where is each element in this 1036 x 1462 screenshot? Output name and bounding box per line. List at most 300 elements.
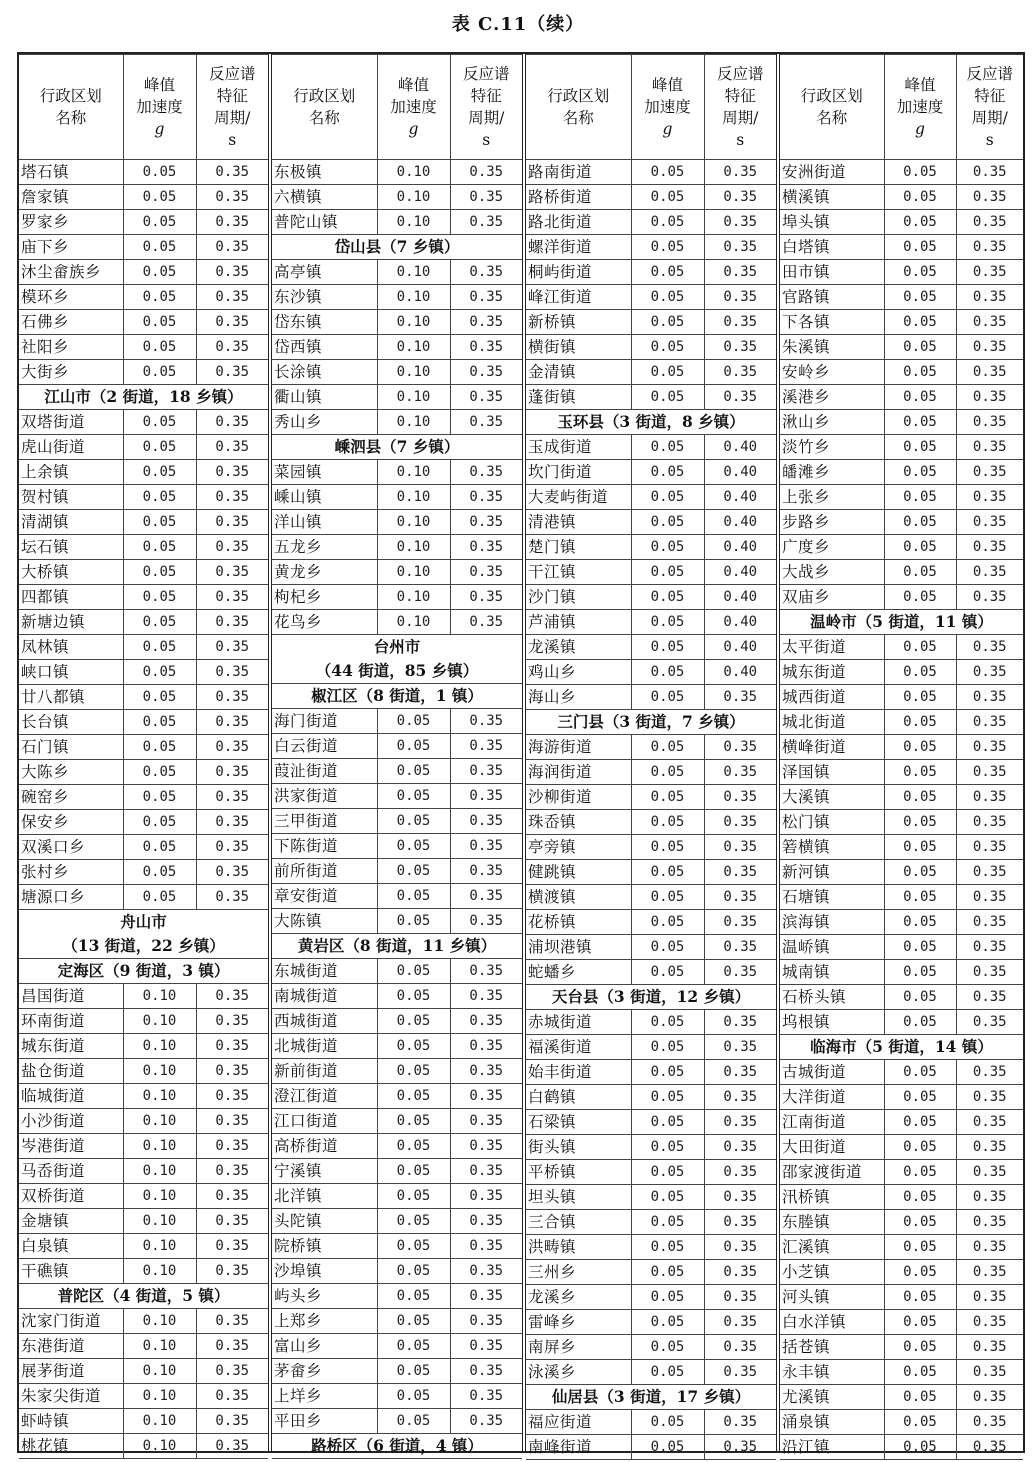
region-name: 福溪街道 xyxy=(526,1035,631,1060)
table-panel-4 xyxy=(780,54,1023,1456)
region-name: 大麦屿街道 xyxy=(526,485,631,510)
peak-acceleration: 0.10 xyxy=(123,1034,196,1059)
table-row xyxy=(526,1210,776,1235)
characteristic-period: 0.35 xyxy=(704,960,776,985)
table-row xyxy=(780,310,1023,335)
region-name: 江口街道 xyxy=(272,1109,377,1134)
characteristic-period: 0.35 xyxy=(956,835,1023,860)
characteristic-period: 0.40 xyxy=(704,435,776,460)
region-name: 四都镇 xyxy=(19,585,123,610)
peak-acceleration: 0.05 xyxy=(123,485,196,510)
table-row xyxy=(272,1059,522,1084)
table-row xyxy=(19,1034,268,1059)
characteristic-period: 0.35 xyxy=(956,1185,1023,1210)
section-heading: 岱山县（7 乡镇） xyxy=(272,235,522,260)
peak-acceleration: 0.05 xyxy=(631,1285,704,1310)
region-name: 海门街道 xyxy=(272,709,377,734)
header-line: 加速度 xyxy=(136,98,183,116)
table-panel-1 xyxy=(19,54,268,1455)
table-row xyxy=(780,1360,1023,1385)
peak-acceleration: 0.05 xyxy=(123,310,196,335)
region-name: 高亭镇 xyxy=(272,260,377,285)
table-row xyxy=(272,410,522,435)
table-row xyxy=(272,1284,522,1309)
region-name: 沙柳街道 xyxy=(526,785,631,810)
table-row xyxy=(526,635,776,660)
region-name: 步路乡 xyxy=(780,510,884,535)
region-name: 虎山街道 xyxy=(19,435,123,460)
section-header-row xyxy=(19,1284,268,1309)
region-name: 峰江街道 xyxy=(526,285,631,310)
region-name: 头陀镇 xyxy=(272,1209,377,1234)
peak-acceleration: 0.05 xyxy=(377,1109,450,1134)
characteristic-period: 0.35 xyxy=(956,260,1023,285)
section-header-row xyxy=(272,635,522,660)
characteristic-period: 0.35 xyxy=(956,1285,1023,1310)
characteristic-period: 0.40 xyxy=(704,635,776,660)
characteristic-period: 0.35 xyxy=(196,585,268,610)
table-row xyxy=(19,635,268,660)
region-name: 洋山镇 xyxy=(272,510,377,535)
peak-acceleration: 0.05 xyxy=(377,809,450,834)
table-row xyxy=(526,1135,776,1160)
table-row xyxy=(526,860,776,885)
region-name: 菜园镇 xyxy=(272,460,377,485)
region-name: 坦头镇 xyxy=(526,1185,631,1210)
table-row xyxy=(780,760,1023,785)
table-row xyxy=(272,1184,522,1209)
peak-acceleration: 0.05 xyxy=(377,1159,450,1184)
characteristic-period: 0.35 xyxy=(450,1184,522,1209)
peak-acceleration: 0.05 xyxy=(631,1410,704,1435)
peak-acceleration: 0.05 xyxy=(123,210,196,235)
peak-acceleration: 0.10 xyxy=(377,335,450,360)
region-name: 大洋街道 xyxy=(780,1085,884,1110)
peak-acceleration: 0.05 xyxy=(884,535,956,560)
section-heading: 临海市（5 街道，14 镇） xyxy=(780,1035,1023,1060)
characteristic-period: 0.35 xyxy=(956,335,1023,360)
characteristic-period: 0.35 xyxy=(196,1059,268,1084)
characteristic-period: 0.35 xyxy=(196,1359,268,1384)
table-row xyxy=(526,910,776,935)
characteristic-period: 0.35 xyxy=(196,610,268,635)
characteristic-period: 0.35 xyxy=(704,860,776,885)
peak-acceleration: 0.05 xyxy=(631,660,704,685)
region-name: 昌国街道 xyxy=(19,984,123,1009)
region-name: 横峰街道 xyxy=(780,735,884,760)
table-row xyxy=(272,1159,522,1184)
table-row xyxy=(526,1060,776,1085)
region-name: 双塔街道 xyxy=(19,410,123,435)
header-line: s xyxy=(985,131,994,149)
region-name: 城南镇 xyxy=(780,960,884,985)
table-row xyxy=(272,310,522,335)
section-header-row xyxy=(526,985,776,1010)
region-name: 金清镇 xyxy=(526,360,631,385)
peak-acceleration: 0.10 xyxy=(123,984,196,1009)
table-row xyxy=(780,360,1023,385)
characteristic-period: 0.35 xyxy=(704,1185,776,1210)
characteristic-period: 0.40 xyxy=(704,510,776,535)
table-row xyxy=(526,835,776,860)
peak-acceleration: 0.05 xyxy=(631,235,704,260)
header-line: 周期/ xyxy=(214,109,251,127)
table-row xyxy=(780,235,1023,260)
table-row xyxy=(272,210,522,235)
header-line: 峰值 xyxy=(143,76,175,94)
table-row xyxy=(526,1410,776,1435)
section-heading: 仙居县（3 街道，17 乡镇） xyxy=(526,1385,776,1410)
characteristic-period: 0.35 xyxy=(196,710,268,735)
characteristic-period: 0.35 xyxy=(956,385,1023,410)
characteristic-period: 0.35 xyxy=(704,685,776,710)
header-line: 加速度 xyxy=(644,98,691,116)
region-name: 屿头乡 xyxy=(272,1284,377,1309)
peak-acceleration: 0.05 xyxy=(123,860,196,885)
region-name: 尤溪镇 xyxy=(780,1385,884,1410)
characteristic-period: 0.35 xyxy=(450,1134,522,1159)
section-heading: 嵊泗县（7 乡镇） xyxy=(272,435,522,460)
header-name xyxy=(780,55,884,160)
peak-acceleration: 0.05 xyxy=(123,785,196,810)
peak-acceleration: 0.05 xyxy=(884,1185,956,1210)
region-name: 大街乡 xyxy=(19,360,123,385)
characteristic-period: 0.35 xyxy=(704,1110,776,1135)
region-name: 温峤镇 xyxy=(780,935,884,960)
characteristic-period: 0.35 xyxy=(956,1360,1023,1385)
peak-acceleration: 0.10 xyxy=(377,160,450,185)
table-row xyxy=(780,960,1023,985)
region-name: 芦浦镇 xyxy=(526,610,631,635)
characteristic-period: 0.35 xyxy=(450,809,522,834)
header-line: 特征 xyxy=(216,87,248,105)
peak-acceleration: 0.05 xyxy=(377,1184,450,1209)
table-panel-2 xyxy=(272,54,522,1455)
table-row xyxy=(780,860,1023,885)
characteristic-period: 0.35 xyxy=(196,1234,268,1259)
characteristic-period: 0.35 xyxy=(956,560,1023,585)
peak-acceleration: 0.05 xyxy=(884,435,956,460)
characteristic-period: 0.35 xyxy=(450,585,522,610)
peak-acceleration: 0.05 xyxy=(631,260,704,285)
header-line: 峰值 xyxy=(904,76,936,94)
table-row xyxy=(19,410,268,435)
region-name: 嵊山镇 xyxy=(272,485,377,510)
table-row xyxy=(272,185,522,210)
table-row xyxy=(19,1134,268,1159)
header-peak-acceleration xyxy=(123,55,196,160)
peak-acceleration: 0.10 xyxy=(377,485,450,510)
section-heading: 天台县（3 街道，12 乡镇） xyxy=(526,985,776,1010)
region-name: 干礁镇 xyxy=(19,1259,123,1284)
peak-acceleration: 0.05 xyxy=(631,435,704,460)
region-name: 普陀山镇 xyxy=(272,210,377,235)
characteristic-period: 0.35 xyxy=(704,1010,776,1035)
region-name: 广度乡 xyxy=(780,535,884,560)
peak-acceleration: 0.10 xyxy=(123,1409,196,1434)
region-name: 澄江街道 xyxy=(272,1084,377,1109)
characteristic-period: 0.35 xyxy=(704,735,776,760)
peak-acceleration: 0.10 xyxy=(377,585,450,610)
table-row xyxy=(780,1135,1023,1160)
characteristic-period: 0.35 xyxy=(704,1360,776,1385)
characteristic-period: 0.35 xyxy=(704,1410,776,1435)
characteristic-period: 0.35 xyxy=(956,785,1023,810)
region-name: 南城街道 xyxy=(272,984,377,1009)
table-row xyxy=(780,560,1023,585)
peak-acceleration: 0.05 xyxy=(631,1010,704,1035)
table-row xyxy=(272,1409,522,1434)
section-heading: 温岭市（5 街道，11 镇） xyxy=(780,610,1023,635)
peak-acceleration: 0.10 xyxy=(377,610,450,635)
characteristic-period: 0.35 xyxy=(956,1060,1023,1085)
header-line: 名称 xyxy=(816,109,848,127)
table-row xyxy=(526,1110,776,1135)
peak-acceleration: 0.05 xyxy=(631,360,704,385)
table-row xyxy=(272,1259,522,1284)
characteristic-period: 0.35 xyxy=(956,285,1023,310)
table-row xyxy=(272,709,522,734)
region-name: 沙埠镇 xyxy=(272,1259,377,1284)
table-row xyxy=(780,1235,1023,1260)
region-table xyxy=(272,54,522,1459)
region-name: 新塘边镇 xyxy=(19,610,123,635)
characteristic-period: 0.35 xyxy=(450,1034,522,1059)
region-name: 上张乡 xyxy=(780,485,884,510)
region-name: 城北街道 xyxy=(780,710,884,735)
table-row xyxy=(526,1085,776,1110)
peak-acceleration: 0.05 xyxy=(884,760,956,785)
characteristic-period: 0.35 xyxy=(196,1134,268,1159)
table-row xyxy=(272,859,522,884)
region-name: 花桥镇 xyxy=(526,910,631,935)
table-row xyxy=(19,1334,268,1359)
peak-acceleration: 0.05 xyxy=(377,1309,450,1334)
characteristic-period: 0.35 xyxy=(450,360,522,385)
table-row xyxy=(780,1185,1023,1210)
peak-acceleration: 0.05 xyxy=(123,760,196,785)
peak-acceleration: 0.05 xyxy=(884,585,956,610)
header-line: 名称 xyxy=(562,109,594,127)
region-name: 坛石镇 xyxy=(19,535,123,560)
characteristic-period: 0.35 xyxy=(196,835,268,860)
peak-acceleration: 0.05 xyxy=(884,210,956,235)
region-name: 城西街道 xyxy=(780,685,884,710)
peak-acceleration: 0.05 xyxy=(123,835,196,860)
peak-acceleration: 0.10 xyxy=(377,535,450,560)
table-row xyxy=(780,810,1023,835)
table-row xyxy=(19,984,268,1009)
table-row xyxy=(526,1035,776,1060)
peak-acceleration: 0.05 xyxy=(377,1034,450,1059)
region-name: 松门镇 xyxy=(780,810,884,835)
peak-acceleration: 0.05 xyxy=(884,385,956,410)
peak-acceleration: 0.05 xyxy=(631,885,704,910)
characteristic-period: 0.35 xyxy=(196,1434,268,1459)
table-row xyxy=(780,1110,1023,1135)
peak-acceleration: 0.05 xyxy=(631,1185,704,1210)
peak-acceleration: 0.05 xyxy=(123,410,196,435)
peak-acceleration: 0.05 xyxy=(631,485,704,510)
header-line: 行政区划 xyxy=(800,87,863,105)
table-row xyxy=(780,1310,1023,1335)
characteristic-period: 0.35 xyxy=(196,685,268,710)
peak-acceleration: 0.05 xyxy=(377,1384,450,1409)
characteristic-period: 0.35 xyxy=(196,984,268,1009)
characteristic-period: 0.40 xyxy=(704,535,776,560)
region-name: 上垟乡 xyxy=(272,1384,377,1409)
peak-acceleration: 0.10 xyxy=(377,560,450,585)
region-name: 双溪口乡 xyxy=(19,835,123,860)
peak-acceleration: 0.05 xyxy=(377,1234,450,1259)
peak-acceleration: 0.05 xyxy=(377,1059,450,1084)
region-name: 院桥镇 xyxy=(272,1234,377,1259)
region-name: 城东街道 xyxy=(780,660,884,685)
region-table xyxy=(19,54,268,1459)
header-line: 名称 xyxy=(55,109,87,127)
characteristic-period: 0.35 xyxy=(450,984,522,1009)
table-row xyxy=(19,285,268,310)
header-row xyxy=(780,55,1023,160)
peak-acceleration: 0.05 xyxy=(884,1135,956,1160)
table-row xyxy=(19,1234,268,1259)
table-row xyxy=(19,835,268,860)
peak-acceleration: 0.05 xyxy=(123,510,196,535)
characteristic-period: 0.35 xyxy=(956,235,1023,260)
characteristic-period: 0.35 xyxy=(450,1259,522,1284)
region-name: 河头镇 xyxy=(780,1285,884,1310)
region-name: 蓬街镇 xyxy=(526,385,631,410)
peak-acceleration: 0.05 xyxy=(631,635,704,660)
peak-acceleration: 0.10 xyxy=(377,260,450,285)
characteristic-period: 0.35 xyxy=(704,885,776,910)
characteristic-period: 0.35 xyxy=(704,335,776,360)
peak-acceleration: 0.10 xyxy=(377,285,450,310)
peak-acceleration: 0.10 xyxy=(123,1084,196,1109)
table-row xyxy=(780,435,1023,460)
table-row xyxy=(780,185,1023,210)
peak-acceleration: 0.05 xyxy=(884,660,956,685)
section-header-row xyxy=(19,385,268,410)
characteristic-period: 0.35 xyxy=(450,1009,522,1034)
characteristic-period: 0.35 xyxy=(196,335,268,360)
region-name: 岑港街道 xyxy=(19,1134,123,1159)
header-line: s xyxy=(482,131,491,149)
region-name: 清湖镇 xyxy=(19,510,123,535)
region-name: 涌泉镇 xyxy=(780,1410,884,1435)
peak-acceleration: 0.05 xyxy=(884,485,956,510)
table-row xyxy=(780,385,1023,410)
region-name: 白塔镇 xyxy=(780,235,884,260)
peak-acceleration: 0.05 xyxy=(884,710,956,735)
table-row xyxy=(780,510,1023,535)
region-name: 坞根镇 xyxy=(780,1010,884,1035)
region-name: 大战乡 xyxy=(780,560,884,585)
peak-acceleration: 0.10 xyxy=(123,1059,196,1084)
characteristic-period: 0.35 xyxy=(956,1085,1023,1110)
region-name: 张村乡 xyxy=(19,860,123,885)
table-row xyxy=(272,834,522,859)
characteristic-period: 0.35 xyxy=(704,1160,776,1185)
peak-acceleration: 0.05 xyxy=(631,310,704,335)
peak-acceleration: 0.10 xyxy=(123,1434,196,1459)
table-row xyxy=(526,285,776,310)
region-name: 章安街道 xyxy=(272,884,377,909)
peak-acceleration: 0.05 xyxy=(884,1210,956,1235)
characteristic-period: 0.35 xyxy=(704,385,776,410)
characteristic-period: 0.35 xyxy=(956,1235,1023,1260)
table-row xyxy=(19,260,268,285)
peak-acceleration: 0.05 xyxy=(123,335,196,360)
region-name: 始丰街道 xyxy=(526,1060,631,1085)
table-row xyxy=(780,985,1023,1010)
table-row xyxy=(526,610,776,635)
table-row xyxy=(272,610,522,635)
region-name: 金塘镇 xyxy=(19,1209,123,1234)
characteristic-period: 0.35 xyxy=(196,535,268,560)
region-name: 龙溪镇 xyxy=(526,635,631,660)
section-heading: 路桥区（6 街道，4 镇） xyxy=(272,1434,522,1459)
peak-acceleration: 0.10 xyxy=(123,1009,196,1034)
header-name xyxy=(272,55,377,160)
table-row xyxy=(272,460,522,485)
region-name: 大陈镇 xyxy=(272,909,377,934)
peak-acceleration: 0.05 xyxy=(123,460,196,485)
section-header-row xyxy=(780,1035,1023,1060)
table-row xyxy=(272,1334,522,1359)
characteristic-period: 0.35 xyxy=(450,959,522,984)
header-line: 峰值 xyxy=(651,76,683,94)
table-row xyxy=(780,1335,1023,1360)
region-name: 环南街道 xyxy=(19,1009,123,1034)
table-row xyxy=(526,210,776,235)
region-name: 邵家渡街道 xyxy=(780,1160,884,1185)
characteristic-period: 0.35 xyxy=(956,885,1023,910)
peak-acceleration: 0.05 xyxy=(631,785,704,810)
table-row xyxy=(526,760,776,785)
peak-acceleration: 0.05 xyxy=(377,1359,450,1384)
peak-acceleration: 0.05 xyxy=(123,360,196,385)
table-row xyxy=(526,785,776,810)
peak-acceleration: 0.10 xyxy=(123,1384,196,1409)
peak-acceleration: 0.10 xyxy=(377,410,450,435)
characteristic-period: 0.35 xyxy=(450,460,522,485)
peak-acceleration: 0.05 xyxy=(884,735,956,760)
peak-acceleration: 0.05 xyxy=(377,884,450,909)
region-name: 朱家尖街道 xyxy=(19,1384,123,1409)
table-row xyxy=(780,1285,1023,1310)
characteristic-period: 0.35 xyxy=(956,1335,1023,1360)
peak-acceleration: 0.05 xyxy=(377,759,450,784)
peak-acceleration: 0.05 xyxy=(884,1160,956,1185)
table-row xyxy=(526,360,776,385)
region-name: 保安乡 xyxy=(19,810,123,835)
characteristic-period: 0.35 xyxy=(450,1359,522,1384)
peak-acceleration: 0.05 xyxy=(884,1410,956,1435)
region-name: 小沙街道 xyxy=(19,1109,123,1134)
section-header-row xyxy=(526,410,776,435)
region-name: 滨海镇 xyxy=(780,910,884,935)
region-name: 洪家街道 xyxy=(272,784,377,809)
peak-acceleration: 0.05 xyxy=(884,1310,956,1335)
characteristic-period: 0.35 xyxy=(196,760,268,785)
characteristic-period: 0.35 xyxy=(450,1234,522,1259)
peak-acceleration: 0.05 xyxy=(631,760,704,785)
table-row xyxy=(780,285,1023,310)
characteristic-period: 0.35 xyxy=(196,410,268,435)
table-row xyxy=(19,485,268,510)
region-name: 沙门镇 xyxy=(526,585,631,610)
